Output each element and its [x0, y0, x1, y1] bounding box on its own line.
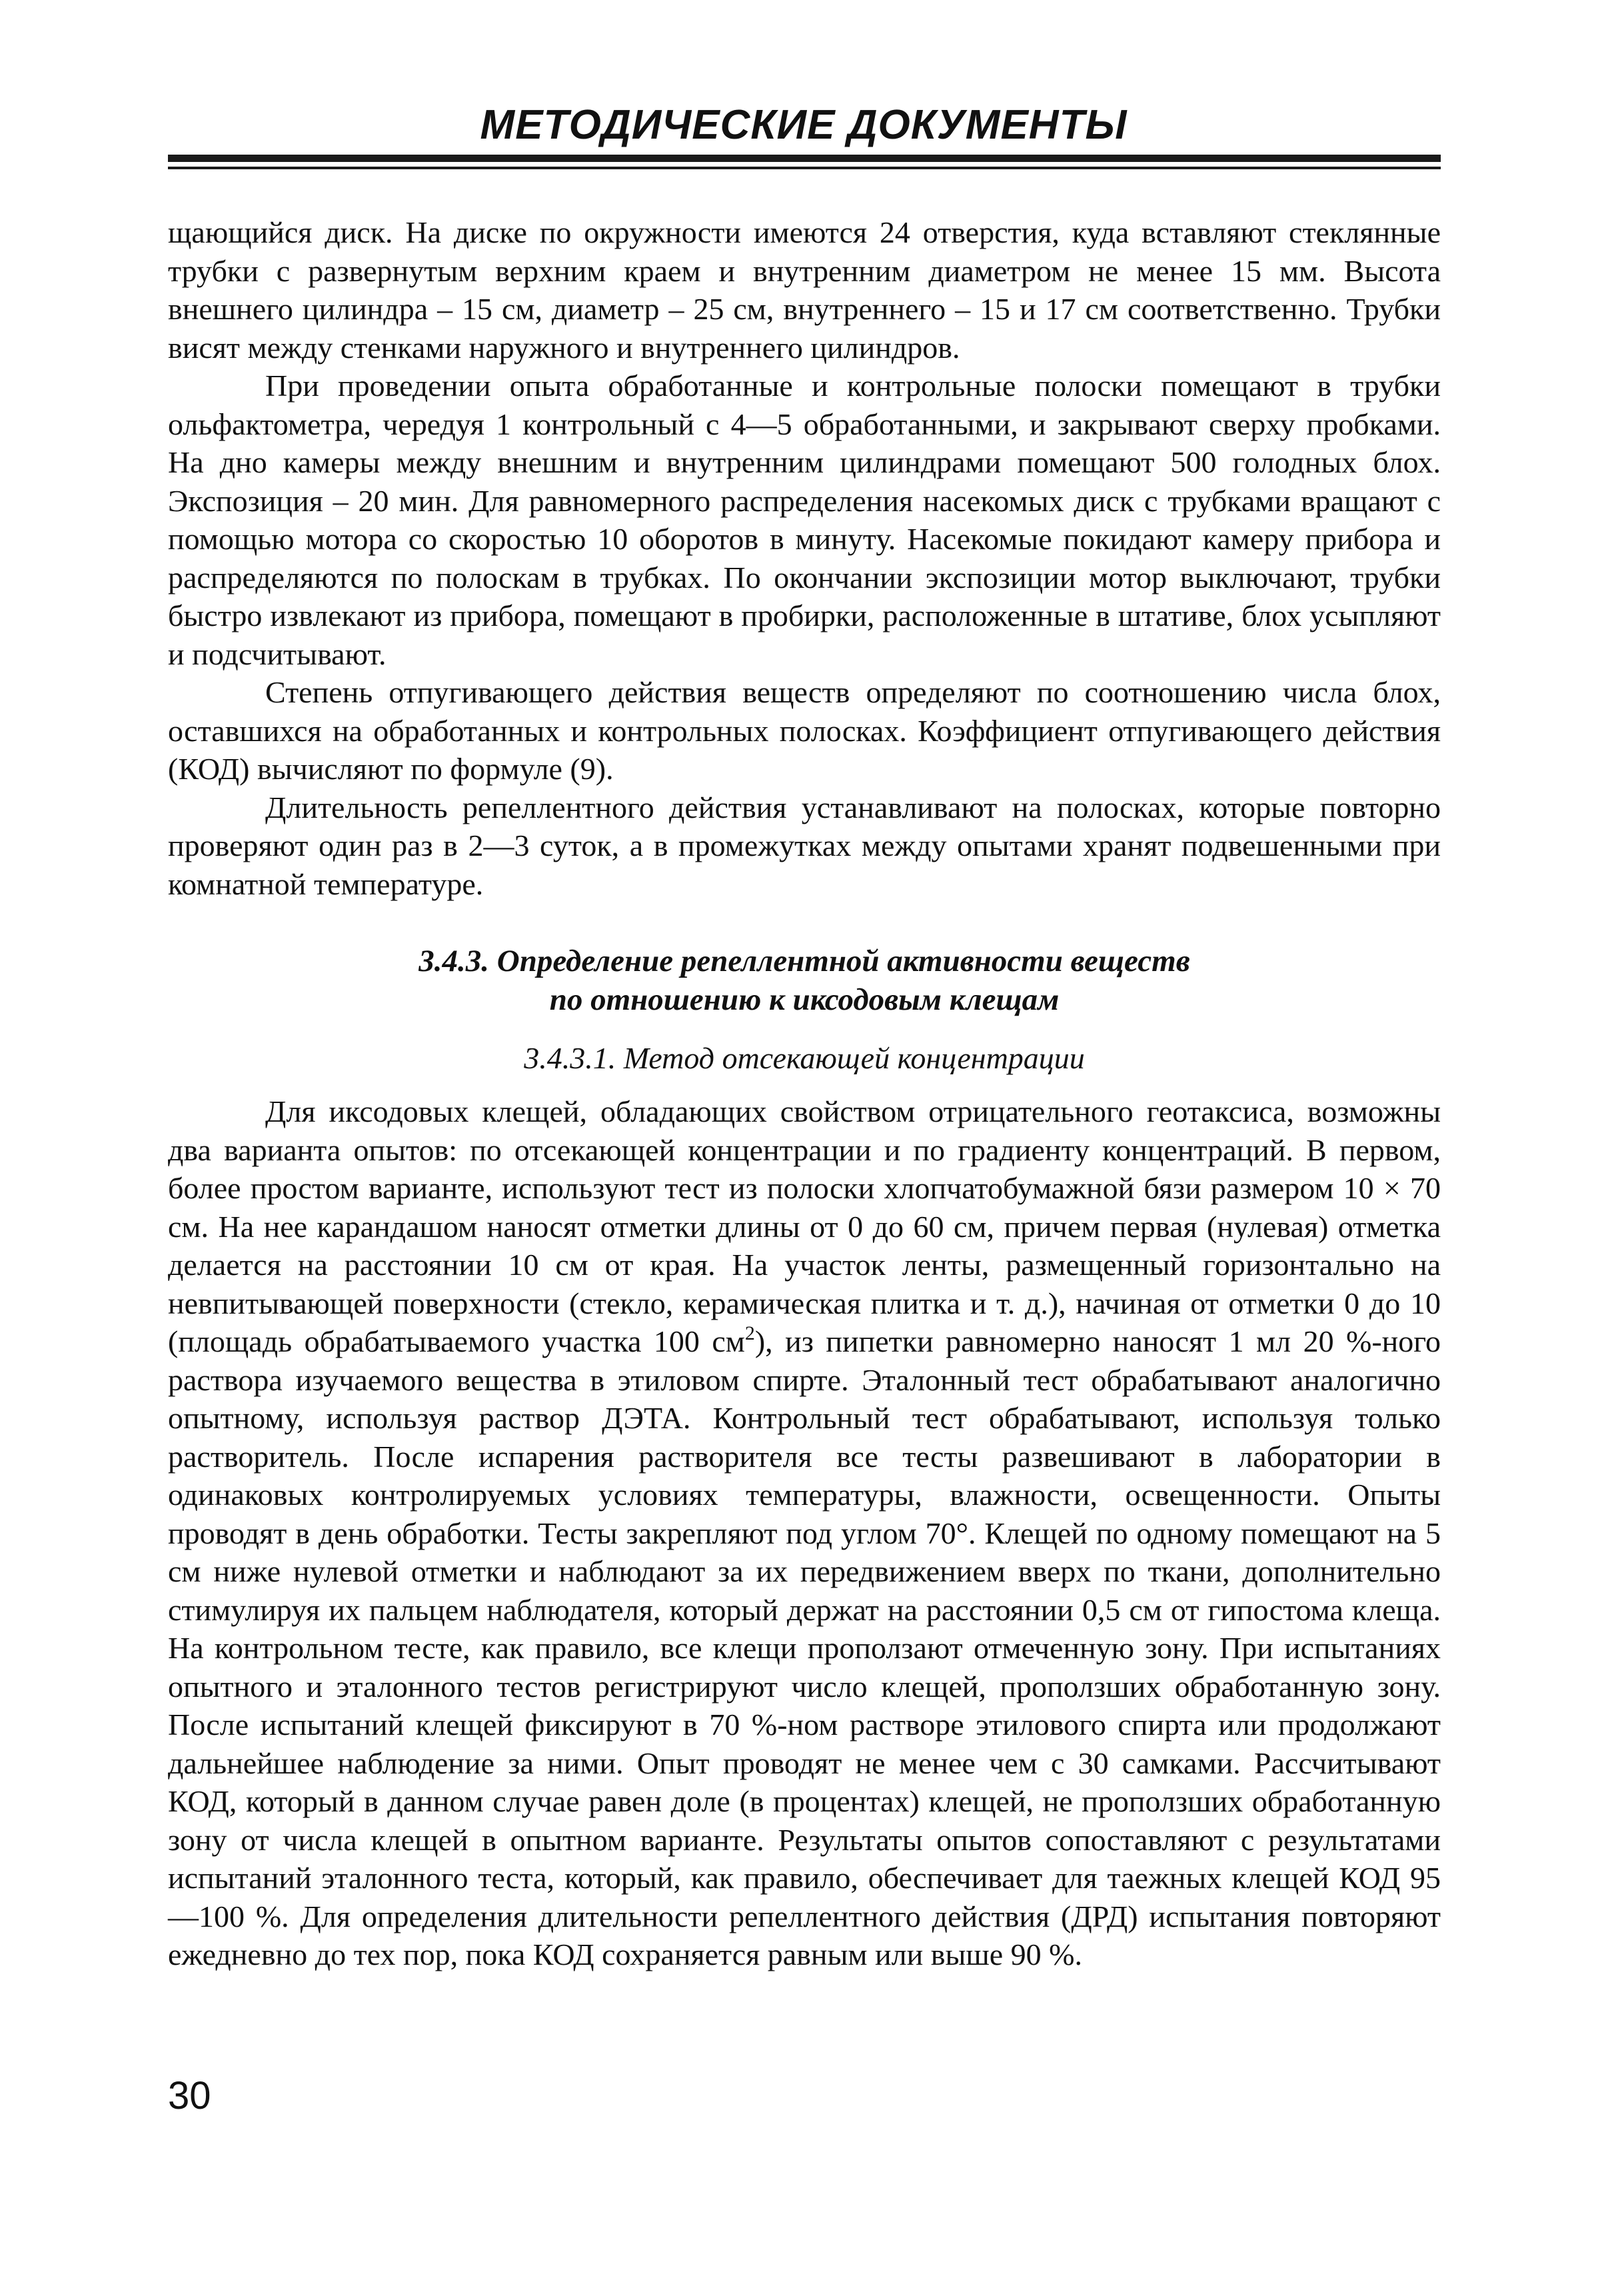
paragraph-repellent-duration: Длительность репеллентного действия устанавливают на полосках, которые повторно проверяют один раз в 2—3 суток, а в промежутках между опытами хранят подвешенными при комнатной температуре.	[168, 790, 1441, 901]
paragraph-repellent-degree: Степень отпугивающего действия веществ определяют по соотношению числа блох, оставшихся на обработанных и контрольных полосках. Коэффициент отпугивающего действия (КОД) вычисляют по формуле (9).	[168, 675, 1441, 786]
subsection-heading: 3.4.3.1. Метод отсекающей концентрации	[524, 1041, 1085, 1075]
paragraph-olfactometer-procedure: При проведении опыта обработанные и контрольные полоски помещают в трубки ольфактометра, чередуя 1 контрольный с 4—5 обработанными, и закрывают сверху пробками. На дно камеры между внешним и внутренним цилиндрами помещают 500 голодных блох. Экспозиция – 20 мин. Для равномерного распределения насекомых диск с трубками вращают с помощью мотора со скоростью 10 оборотов в минуту. Насекомые покидают камеру прибора и распределяются по полоскам в трубках. По окончании экспозиции мотор выключают, трубки быстро извлекают из прибора, помещают в пробирки, расположенные в штативе, блох усыпляют и подсчитывают.	[168, 369, 1441, 671]
section-heading-line-1: 3.4.3. Определение репеллентной активности веществ	[418, 944, 1190, 978]
section-heading-line-2: по отношению к иксодовым клещам	[549, 982, 1060, 1017]
superscript-squared: 2	[744, 1322, 755, 1344]
section-heading	[168, 942, 1441, 1019]
page-number: 30	[168, 2074, 211, 2117]
running-header-title: МЕТОДИЧЕСКИЕ ДОКУМЕНТЫ	[480, 102, 1128, 148]
paragraph-cutoff-method-part-2: ), из пипетки равномерно наносят 1 мл 20 %-ного раствора изучаемого вещества в этиловом спирте. Эталонный тест обрабатывают аналогично опытному, используя раствор ДЭТА. Контрольный тест обрабатывают, используя только растворитель. После испарения растворителя все тесты развешивают в лаборатории в одинаковых контролируемых условиях температуры, влажности, освещенности. Опыты проводят в день обработки. Тесты закрепляют под углом 70°. Клещей по одному помещают на 5 см ниже нулевой отметки и наблюдают за их передвижением вверх по ткани, дополнительно стимулируя их пальцем наблюдателя, который держат на расстоянии 0,5 см от гипостома клеща. На контрольном тесте, как правило, все клещи проползают отмеченную зону. При испытаниях опытного и эталонного тестов регистрируют число клещей, проползших обработанную зону. После испытаний клещей фиксируют в 70 %-ном растворе этилового спирта или продолжают дальнейшее наблюдение за ними. Опыт проводят не менее чем с 30 самками. Рассчитывают КОД, который в данном случае равен доле (в процентах) клещей, не проползших обработанную зону от числа клещей в опытном варианте. Результаты опытов сопоставляют с результатами испытаний эталонного теста, который, как правило, обеспечивает для таежных клещей КОД 95—100 %. Для определения длительности репеллентного действия (ДРД) испытания повторяют ежедневно до тех пор, пока КОД сохраняется равным или выше 90 %.	[168, 1324, 1441, 1971]
paragraph-continuation: щающийся диск. На диске по окружности имеются 24 отверстия, куда вставляют стеклянные трубки с развернутым верхним краем и внутренним диаметром не менее 15 мм. Высота внешнего цилиндра – 15 см, диаметр – 25 см, внутреннего – 15 и 17 см соответственно. Трубки висят между стенками наружного и внутреннего цилиндров.	[168, 215, 1441, 365]
paragraph-cutoff-method	[168, 1092, 1441, 1974]
body-text	[168, 213, 1441, 1974]
header-rule-thick	[168, 155, 1441, 162]
paragraph-cutoff-method-part-1: Для иксодовых клещей, обладающих свойством отрицательного геотаксиса, возможны два варианта опытов: по отсекающей концентрации и по градиенту концентраций. В первом, более простом варианте, используют тест из полоски хлопчатобумажной бязи размером 10 × 70 см. На нее карандашом наносят отметки длины от 0 до 60 см, причем первая (нулевая) отметка делается на расстоянии 10 см от края. На участок ленты, размещенный горизонтально на невпитывающей поверхности (стекло, керамическая плитка и т. д.), начиная от отметки 0 до 10 (площадь обрабатываемого участка 100 см	[168, 1094, 1441, 1358]
header-rule-thin	[168, 167, 1441, 169]
